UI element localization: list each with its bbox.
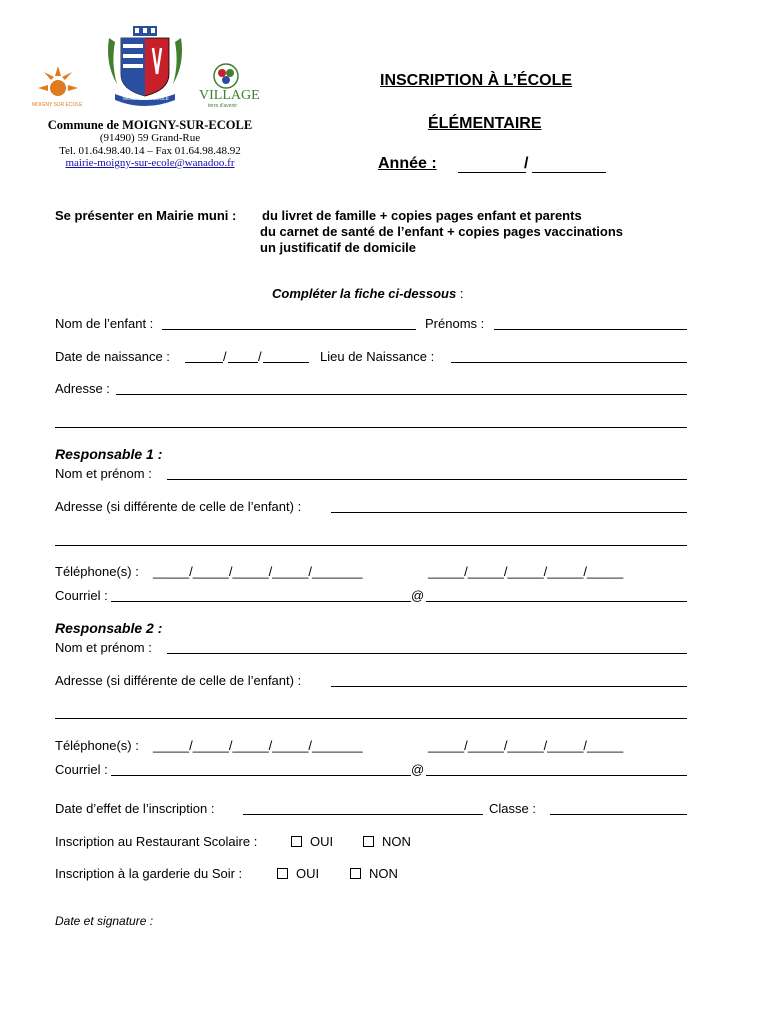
signature-label: Date et signature : [55,914,154,928]
checkbox-icon [291,836,302,847]
year-separator: / [524,155,529,172]
birthdate-year-field[interactable] [263,362,309,363]
commune-crest [105,24,185,108]
effective-date-label: Date d’effet de l’inscription : [55,801,215,816]
village-logo-text: VILLAGE [199,88,260,103]
village-logo [196,62,260,110]
non-label: NON [382,834,411,849]
restaurant-oui-checkbox[interactable] [291,834,333,849]
garderie-label: Inscription à la garderie du Soir : [55,866,243,881]
resp1-email-user-field[interactable] [111,601,411,602]
commune-phone: Tel. 01.64.98.40.14 – Fax 01.64.98.48.92 [59,145,241,157]
at-sign: @ [411,762,425,777]
year-field-start[interactable] [458,172,526,173]
commune-address: (91490) 59 Grand-Rue [99,132,201,144]
birthplace-label: Lieu de Naissance : [320,349,435,364]
garderie-non-checkbox[interactable] [350,866,398,881]
at-sign: @ [411,588,425,603]
title-line-1: INSCRIPTION À L’ÉCOLE [380,72,573,89]
resp2-phone-field-2[interactable]: _____/_____/_____/_____/_____ [428,738,624,753]
instructions-suffix: : [456,286,464,301]
resp1-name-label: Nom et prénom : [55,466,152,481]
resp2-address-field[interactable] [331,686,687,687]
birthdate-day-field[interactable] [185,362,223,363]
village-logo-subtext: terre d'avenir [208,103,238,109]
requirement-item: du carnet de santé de l’enfant + copies pages vaccinations [260,224,624,239]
child-firstname-label: Prénoms : [425,316,485,331]
resp1-name-field[interactable] [167,479,687,480]
effective-date-field[interactable] [243,814,483,815]
sun-logo-text: MOIGNY SUR ECOLE [32,102,83,108]
resp2-address-label: Adresse (si différente de celle de l’enfant) : [55,673,302,688]
resp2-phone-label: Téléphone(s) : [55,738,139,753]
birthdate-label: Date de naissance : [55,349,170,364]
resp1-address-field[interactable] [331,512,687,513]
birthplace-field[interactable] [451,362,687,363]
title-line-2: ÉLÉMENTAIRE [428,115,542,132]
resp1-phone-label: Téléphone(s) : [55,564,139,579]
resp2-phone-field-1[interactable]: _____/_____/_____/_____/_______ [153,738,363,753]
child-address-label: Adresse : [55,381,110,396]
resp1-phone-field-2[interactable]: _____/_____/_____/_____/_____ [428,564,624,579]
checkbox-icon [350,868,361,879]
resp1-email-domain-field[interactable] [426,601,687,602]
resp1-phone-field-1[interactable]: _____/_____/_____/_____/_______ [153,564,363,579]
resp1-address-field-2[interactable] [55,545,687,546]
child-address-field[interactable] [116,394,687,395]
requirement-item: un justificatif de domicile [260,240,417,255]
resp1-address-label: Adresse (si différente de celle de l’enfant) : [55,499,302,514]
resp2-address-field-2[interactable] [55,718,687,719]
commune-email-link[interactable]: mairie-moigny-sur-ecole@wanadoo.fr [65,157,235,169]
class-field[interactable] [550,814,687,815]
resp1-email-label: Courriel : [55,588,108,603]
commune-name: Commune de MOIGNY-SUR-ECOLE [47,118,253,132]
non-label: NON [369,866,398,881]
resp2-email-user-field[interactable] [111,775,411,776]
birthdate-month-field[interactable] [228,362,258,363]
resp2-email-label: Courriel : [55,762,108,777]
date-separator: / [223,349,227,364]
year-field-end[interactable] [532,172,606,173]
garderie-oui-checkbox[interactable] [277,866,319,881]
oui-label: OUI [310,834,334,849]
checkbox-icon [363,836,374,847]
oui-label: OUI [296,866,320,881]
child-address-field-2[interactable] [55,427,687,428]
restaurant-label: Inscription au Restaurant Scolaire : [55,834,258,849]
moigny-sun-logo [34,62,82,110]
responsable-1-heading: Responsable 1 : [55,446,163,462]
resp2-name-field[interactable] [167,653,687,654]
restaurant-non-checkbox[interactable] [363,834,411,849]
instructions [272,286,463,301]
responsable-2-heading: Responsable 2 : [55,620,163,636]
child-firstname-field[interactable] [494,329,687,330]
year-label: Année : [378,155,437,172]
child-name-label: Nom de l’enfant : [55,316,154,331]
instructions-text: Compléter la fiche ci-dessous [272,286,457,301]
child-name-field[interactable] [162,329,416,330]
checkbox-icon [277,868,288,879]
class-label: Classe : [489,801,536,816]
resp2-email-domain-field[interactable] [426,775,687,776]
resp2-name-label: Nom et prénom : [55,640,152,655]
requirement-item: du livret de famille + copies pages enfant et parents [262,208,582,223]
date-separator: / [258,349,262,364]
requirements-intro: Se présenter en Mairie muni : [55,208,237,223]
crest-banner-text: MOIGNY SUR ECOLE [123,96,169,101]
